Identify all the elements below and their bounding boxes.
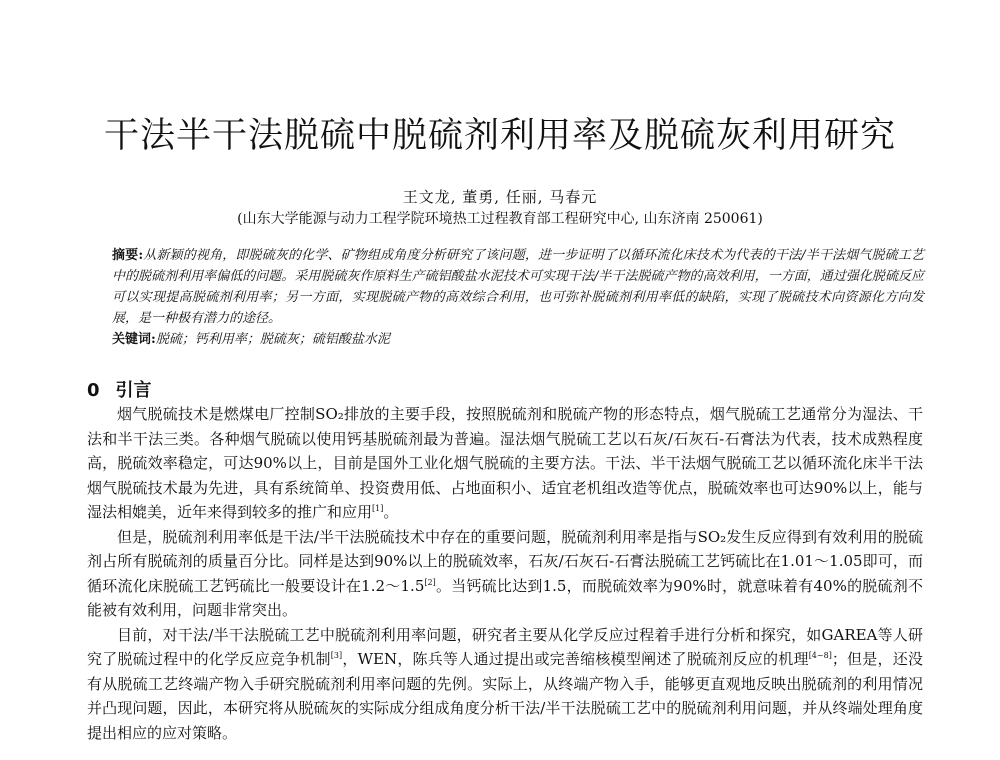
section-heading (87, 376, 152, 402)
keywords (112, 329, 924, 350)
section-title: 引言 (115, 380, 152, 401)
keywords-text: 脱硫；钙利用率；脱硫灰；硫铝酸盐水泥 (155, 332, 390, 347)
paragraph-3-text-c: ；但是，还没有从脱硫工艺终端产物入手研究脱硫剂利用率问题的先例。实际上，从终端产物入手，能够更直观地反映出脱硫剂的利用情况并凸现问题，因此，本研究将从脱硫灰的实际成分组成角度分析干法/半干法脱硫工艺中的脱硫剂利用问题，并从终端处理角度提出相应的应对策略。 (87, 650, 923, 742)
section-number: 0 (87, 380, 100, 401)
citation-4-8: [4~8] (808, 651, 832, 660)
abstract-label: 摘要: (112, 248, 144, 263)
paragraph-3-text-b: ，WEN，陈兵等人通过提出或完善缩核模型阐述了脱硫剂反应的机理 (342, 650, 809, 668)
citation-2: [2] (424, 577, 436, 587)
citation-3: [3] (330, 651, 343, 660)
abstract (112, 245, 924, 329)
paragraph-1-text: 烟气脱硫技术是燃煤电厂控制SO₂排放的主要手段，按照脱硫剂和脱硫产物的形态特点，烟气脱硫工艺通常分为湿法、干法和半干法三类。各种烟气脱硫以使用钙基脱硫剂最为普遍。湿法烟气脱硫工艺以石灰/石灰石-石膏法为代表，技术成熟程度高，脱硫效率稳定，可达90%以上，目前是国外工业化烟气脱硫的主要方法。干法、半干法烟气脱硫工艺以循环流化床半干法烟气脱硫技术最为先进，具有系统简单、投资费用低、占地面积小、适宜老机组改造等优点，脱硫效率也可达90%以上，能与湿法相媲美，近年来得到较多的推广和应用 (87, 405, 923, 521)
author-list: 王文龙, 董勇, 任丽, 马春元 (402, 188, 598, 206)
paragraph-2 (87, 525, 923, 623)
affiliation: (山东大学能源与动力工程学院环境热工过程教育部工程研究中心, 山东济南 250061) (237, 211, 763, 227)
citation-1: [1] (372, 504, 384, 513)
body-text (87, 402, 923, 745)
paragraph-1 (87, 402, 923, 525)
paragraph-3 (87, 623, 923, 746)
paragraph-1-end: 。 (383, 503, 399, 521)
paper-title: 干法半干法脱硫中脱硫剂利用率及脱硫灰利用研究 (103, 116, 896, 156)
abstract-block (112, 245, 924, 350)
abstract-text: 从新颖的视角，即脱硫灰的化学、矿物组成角度分析研究了该问题，进一步证明了以循环流化床技术为代表的干法/半干法烟气脱硫工艺中的脱硫剂利用率偏低的问题。采用脱硫灰作原料生产硫铝酸盐水泥技术可实现干法/半干法脱硫产物的高效利用，一方面，通过强化脱硫反应可以实现提高脱硫剂利用率；另一方面，实现脱硫产物的高效综合利用，也可弥补脱硫剂利用率低的缺陷，实现了脱硫技术向资源化方向发展，是一种极有潜力的途径。 (112, 248, 924, 326)
keywords-label: 关键词: (112, 332, 156, 347)
paragraph-2-text-b: 。当钙硫比达到1.5，而脱硫效率为90%时，就意味着有40%的脱硫剂不能被有效利用，问题非常突出。 (87, 576, 923, 619)
paragraph-3-text-a: 目前，对干法/半干法脱硫工艺中脱硫剂利用率问题，研究者主要从化学反应过程着手进行分析和探究，如GAREA等人研究了脱硫过程中的化学反应竞争机制 (87, 625, 923, 668)
paragraph-2-text-a: 但是，脱硫剂利用率低是干法/半干法脱硫技术中存在的重要问题，脱硫剂利用率是指与SO₂发生反应得到有效利用的脱硫剂占所有脱硫剂的质量百分比。同样是达到90%以上的脱硫效率，石灰/石灰石-石膏法脱硫工艺钙硫比在1.01～1.05即可，而循环流化床脱硫工艺钙硫比一般要设计在1.2～1.5 (87, 527, 923, 595)
